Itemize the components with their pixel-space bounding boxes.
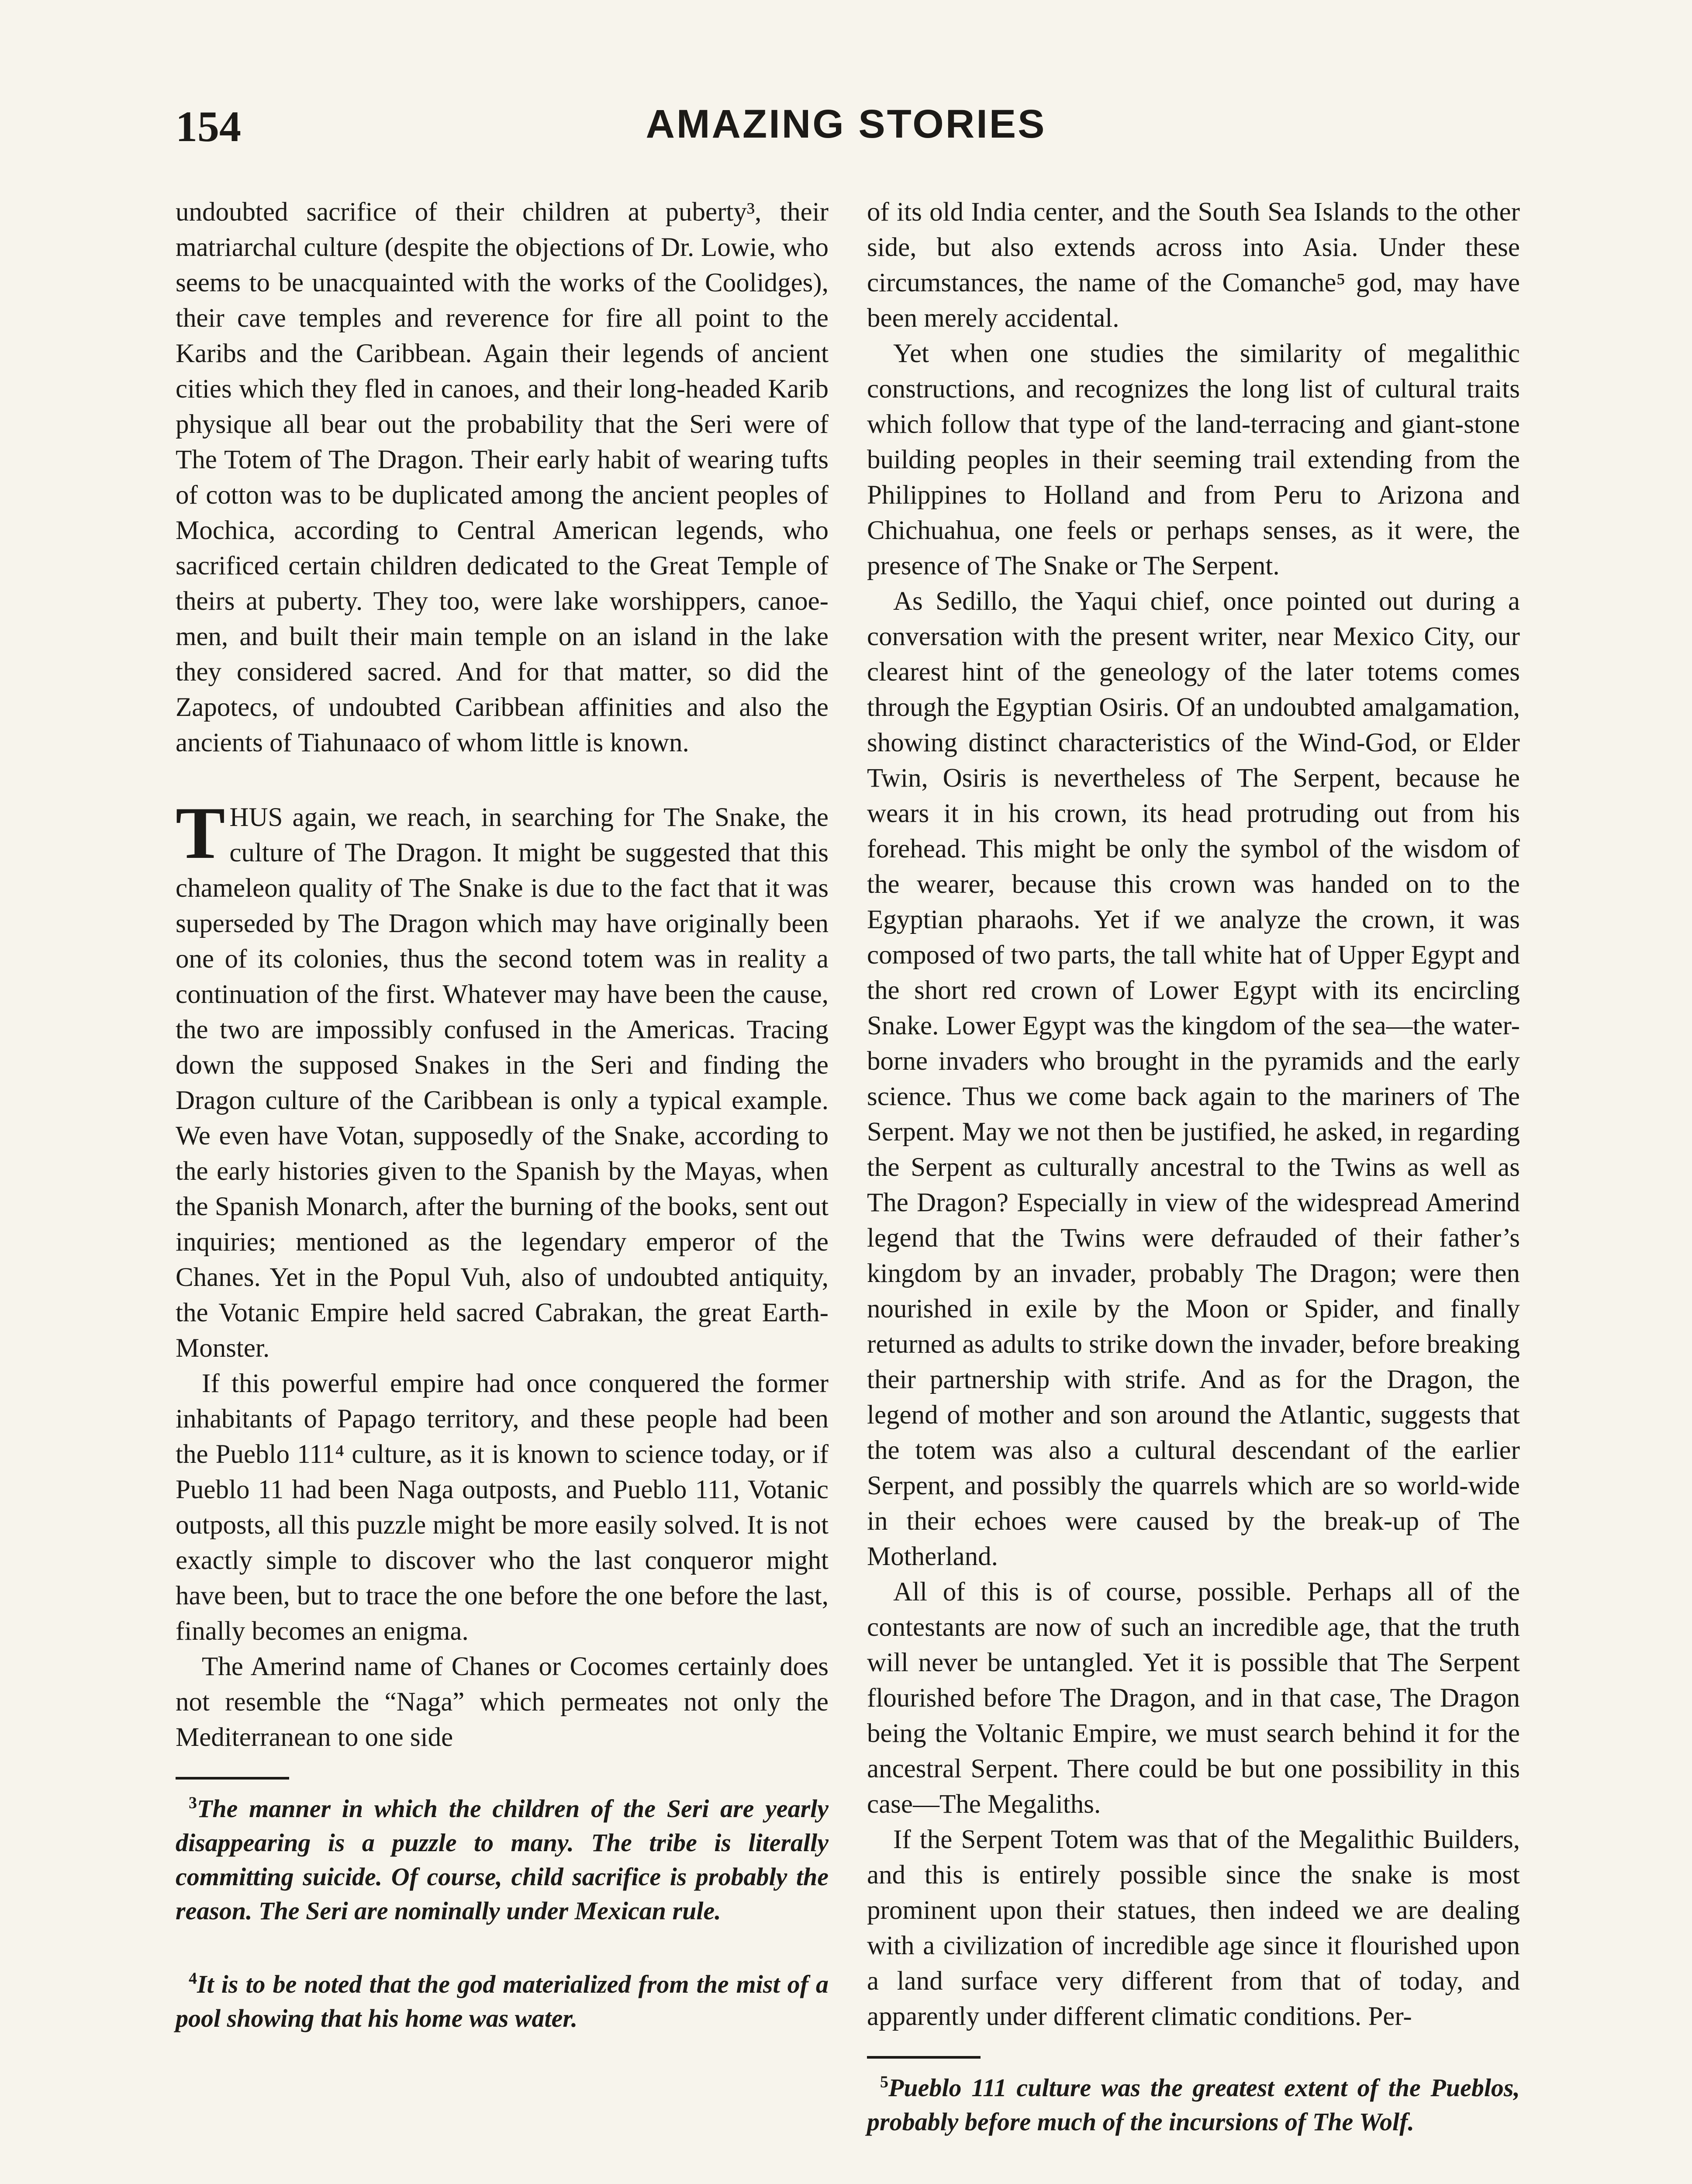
right-column [867,194,1520,2139]
running-head: AMAZING STORIES [646,102,1046,146]
paragraph: undoubted sacrifice of their children at puberty³, their matriarchal culture (despite the objections of Dr. Lowie, who seems to be unacquainted with the works of the Coolidges), their cave temples and reverence for fire all point to the Karibs and the Caribbean. Again their legends of ancient cities which they fled in canoes, and their long-headed Karib physique all bear out the probability that the Seri were of The Totem of The Dragon. Their early habit of wearing tufts of cotton was to be duplicated among the ancient peoples of Mochica, according to Central American legends, who sacrificed certain children dedicated to the Great Temple of theirs at puberty. They too, were lake worshippers, canoe-men, and built their main temple on an island in the lake they considered sacred. And for that matter, so did the Zapotecs, of undoubted Caribbean affinities and also the ancients of Tiahunaaco of whom little is known. [176,197,829,757]
footnote-text: The manner in which the children of the Seri are yearly disappearing is a puzzle to many. The tribe is literally committing suicide. Of course, child sacrifice is probably the reason. The Seri are nominally under Mexican rule. [176,1794,829,1925]
paragraph: If this powerful empire had once conquered the former inhabitants of Papago territory, and these people had been the Pueblo 111⁴ culture, as it is known to science today, or if Pueblo 11 had been Naga outposts, and Pueblo 111, Votanic outposts, all this puzzle might be more easily solved. It is not exactly simple to discover who the last conqueror might have been, but to trace the one before the one before the last, finally becomes an enigma. [176,1369,829,1646]
footnote-mark: 5 [880,2073,888,2091]
footnote-rule [176,1777,289,1780]
paragraph: All of this is of course, possible. Perhaps all of the contestants are now of such an incredible age, that the truth will never be untangled. Yet it is possible that The Serpent flourished before The Dragon, and in that case, The Dragon being the Voltanic Empire, we must search behind it for the ancestral Serpent. There could be but one possibility in this case—The Megaliths. [867,1577,1520,1819]
footnote-mark: 3 [189,1794,197,1812]
drop-cap: T [176,792,225,874]
footnote-5 [867,2071,1520,2139]
footnote-text: Pueblo 111 culture was the greatest extent of the Pueblos, probably before much of the incursions of The Wolf. [867,2073,1520,2136]
footnote-mark: 4 [189,1969,197,1988]
page-number: 154 [176,102,241,151]
paragraph: of its old India center, and the South Sea Islands to the other side, but also extends across into Asia. Under these circumstances, the name of the Comanche⁵ god, may have been merely accidental. [867,197,1520,333]
section-paragraph [176,792,829,1366]
paragraph: Yet when one studies the similarity of megalithic constructions, and recognizes the long list of cultural traits which follow that type of the land-terracing and giant-stone building peoples in their seeming trail extending from the Philippines to Holland and from Peru to Arizona and Chichuahua, one feels or perhaps senses, as it were, the presence of The Snake or The Serpent. [867,339,1520,581]
footnote-text: It is to be noted that the god materialized from the mist of a pool showing that his home was water. [176,1970,829,2032]
paragraph: The Amerind name of Chanes or Cocomes certainly does not resemble the “Naga” which permeates not only the Mediterranean to one side [176,1652,829,1752]
footnote-3 [176,1792,829,1928]
paragraph: If the Serpent Totem was that of the Megalithic Builders, and this is entirely possible since the snake is most prominent upon their statues, then indeed we are dealing with a civilization of incredible age since it flourished upon a land surface very different from that of today, and apparently under different climatic conditions. Per- [867,1825,1520,2031]
footnote-rule [867,2056,981,2059]
footnote-4 [176,1967,829,2035]
left-column [176,194,829,2035]
paragraph: As Sedillo, the Yaqui chief, once pointed out during a conversation with the present writer, near Mexico City, our clearest hint of the geneology of the later totems comes through the Egyptian Osiris. Of an undoubted amalgamation, showing distinct characteristics of the Wind-God, or Elder Twin, Osiris is nevertheless of The Serpent, because he wears it in his crown, its head protruding out from his forehead. This might be only the symbol of the wisdom of the wearer, because this crown was handed on to the Egyptian pharaohs. Yet if we analyze the crown, it was composed of two parts, the tall white hat of Upper Egypt and the short red crown of Lower Egypt with its encircling Snake. Lower Egypt was the kingdom of the sea—the water-borne invaders who brought in the pyramids and the early science. Thus we come back again to the mariners of The Serpent. May we not then be justified, he asked, in regarding the Serpent as culturally ancestral to the Twins as well as The Dragon? Especially in view of the widespread Amerind legend that the Twins were defrauded of their father’s kingdom by an invader, probably The Dragon; were then nourished in exile by the Moon or Spider, and finally returned as adults to strike down the invader, before breaking their partnership with strife. And as for the Dragon, the legend of mother and son around the Atlantic, suggests that the totem was also a cultural descendant of the earlier Serpent, and possibly the quarrels which are so world-wide in their echoes were caused by the break-up of The Motherland. [867,587,1520,1571]
paragraph-text: HUS again, we reach, in searching for The Snake, the culture of The Dragon. It might be suggested that this chameleon quality of The Snake is due to the fact that it was superseded by The Dragon which may have originally been one of its colonies, thus the second totem was in reality a continuation of the first. Whatever may have been the cause, the two are impossibly confused in the Americas. Tracing down the supposed Snakes in the Seri and finding the Dragon culture of the Caribbean is only a typical example. We even have Votan, supposedly of the Snake, according to the early histories given to the Spanish by the Mayas, when the Spanish Monarch, after the burning of the books, sent out inquiries; mentioned as the legendary emperor of the Chanes. Yet in the Popul Vuh, also of undoubted antiquity, the Votanic Empire held sacred Cabrakan, the great Earth-Monster. [176,803,829,1363]
